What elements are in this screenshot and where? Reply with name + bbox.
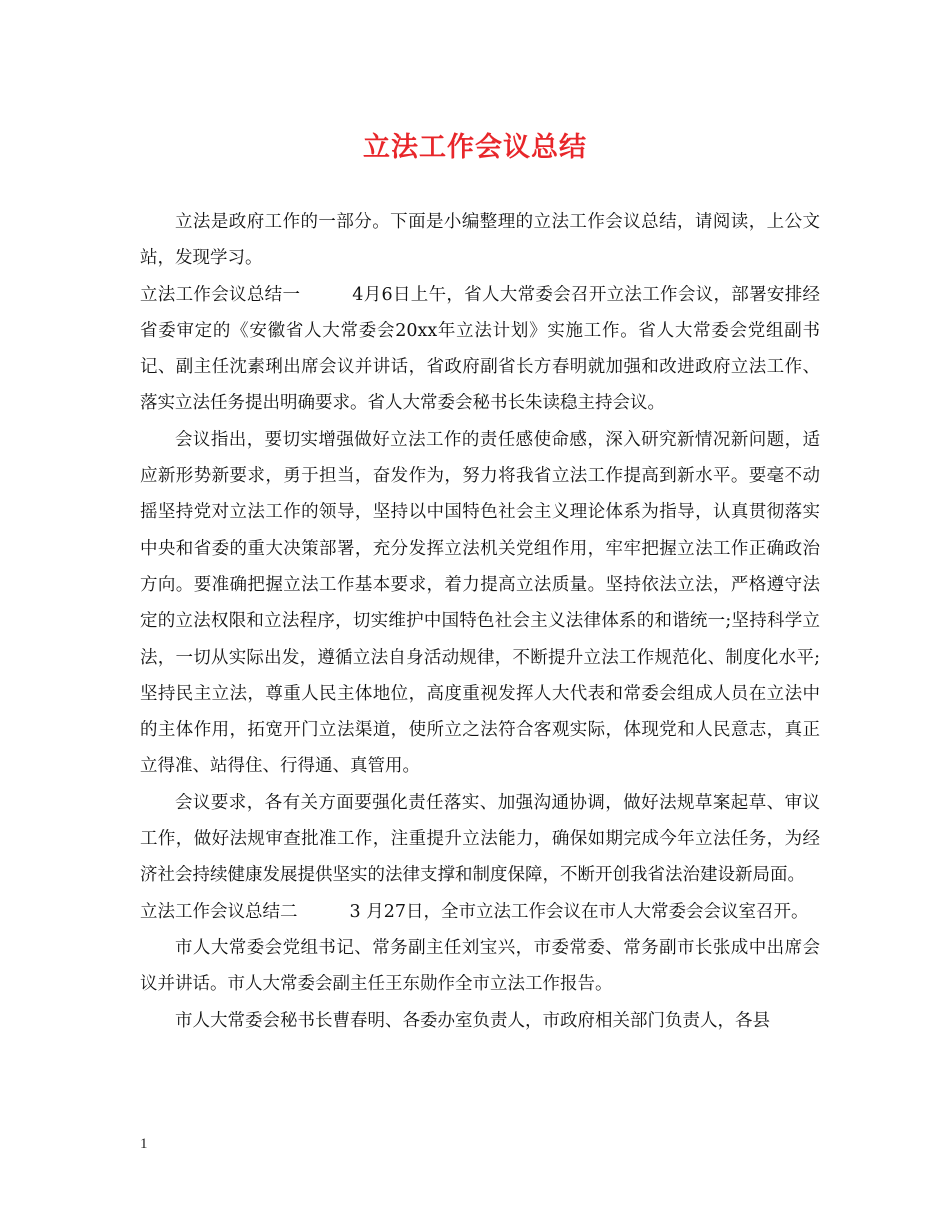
paragraph-meeting-requirements <box>140 785 820 894</box>
section-heading-one: 立法工作会议总结一 <box>140 284 301 305</box>
paragraph-text: 市人大常委会党组书记、常务副主任刘宝兴，市委常委、常务副市长张成中出席会议并讲话。市人大常委会副主任王东勋作全市立法工作报告。 <box>140 937 820 995</box>
paragraph-text: 立法是政府工作的一部分。下面是小编整理的立法工作会议总结，请阅读，上公文站，发现学习。 <box>140 212 820 269</box>
document-body <box>140 204 820 1039</box>
paragraph-summary-two <box>140 894 820 930</box>
paragraph-summary-one <box>140 277 820 422</box>
paragraph-meeting-points <box>140 422 820 785</box>
paragraph-intro <box>140 204 820 277</box>
paragraph-text: 4月6日上午，省人大常委会召开立法工作会议，部署安排经省委审定的《安徽省人大常委会20xx年立法计划》实施工作。省人大常委会党组副书记、副主任沈素琍出席会议并讲话，省政府副省长方春明就加强和改进政府立法工作、落实立法任务提出明确要求。省人大常委会秘书长朱读稳主持会议。 <box>140 284 820 414</box>
section-heading-two: 立法工作会议总结二 <box>140 901 298 922</box>
paragraph-text: 会议指出，要切实增强做好立法工作的责任感使命感，深入研究新情况新问题，适应新形势新要求，勇于担当，奋发作为，努力将我省立法工作提高到新水平。要毫不动摇坚持党对立法工作的领导，坚持以中国特色社会主义理论体系为指导，认真贯彻落实中央和省委的重大决策部署，充分发挥立法机关党组作用，牢牢把握立法工作正确政治方向。要准确把握立法工作基本要求，着力提高立法质量。坚持依法立法，严格遵守法定的立法权限和立法程序，切实维护中国特色社会主义法律体系的和谐统一;坚持科学立法，一切从实际出发，遵循立法自身活动规律，不断提升立法工作规范化、制度化水平;坚持民主立法，尊重人民主体地位，高度重视发挥人大代表和常委会组成人员在立法中的主体作用，拓宽开门立法渠道，使所立之法符合客观实际，体现党和人民意志，真正立得准、站得住、行得通、真管用。 <box>140 429 820 777</box>
paragraph-participants <box>140 1003 820 1039</box>
paragraph-text: 会议要求，各有关方面要强化责任落实、加强沟通协调，做好法规草案起草、审议工作，做好法规审查批准工作，注重提升立法能力，确保如期完成今年立法任务，为经济社会持续健康发展提供坚实的法律支撑和制度保障，不断开创我省法治建设新局面。 <box>140 792 820 886</box>
document-title: 立法工作会议总结 <box>363 132 587 163</box>
page-number: 1 <box>140 1136 148 1152</box>
paragraph-text: 3 月27日，全市立法工作会议在市人大常委会会议室召开。 <box>349 901 809 922</box>
paragraph-attendees <box>140 930 820 1003</box>
paragraph-text: 市人大常委会秘书长曹春明、各委办室负责人，市政府相关部门负责人，各县 <box>175 1010 770 1031</box>
